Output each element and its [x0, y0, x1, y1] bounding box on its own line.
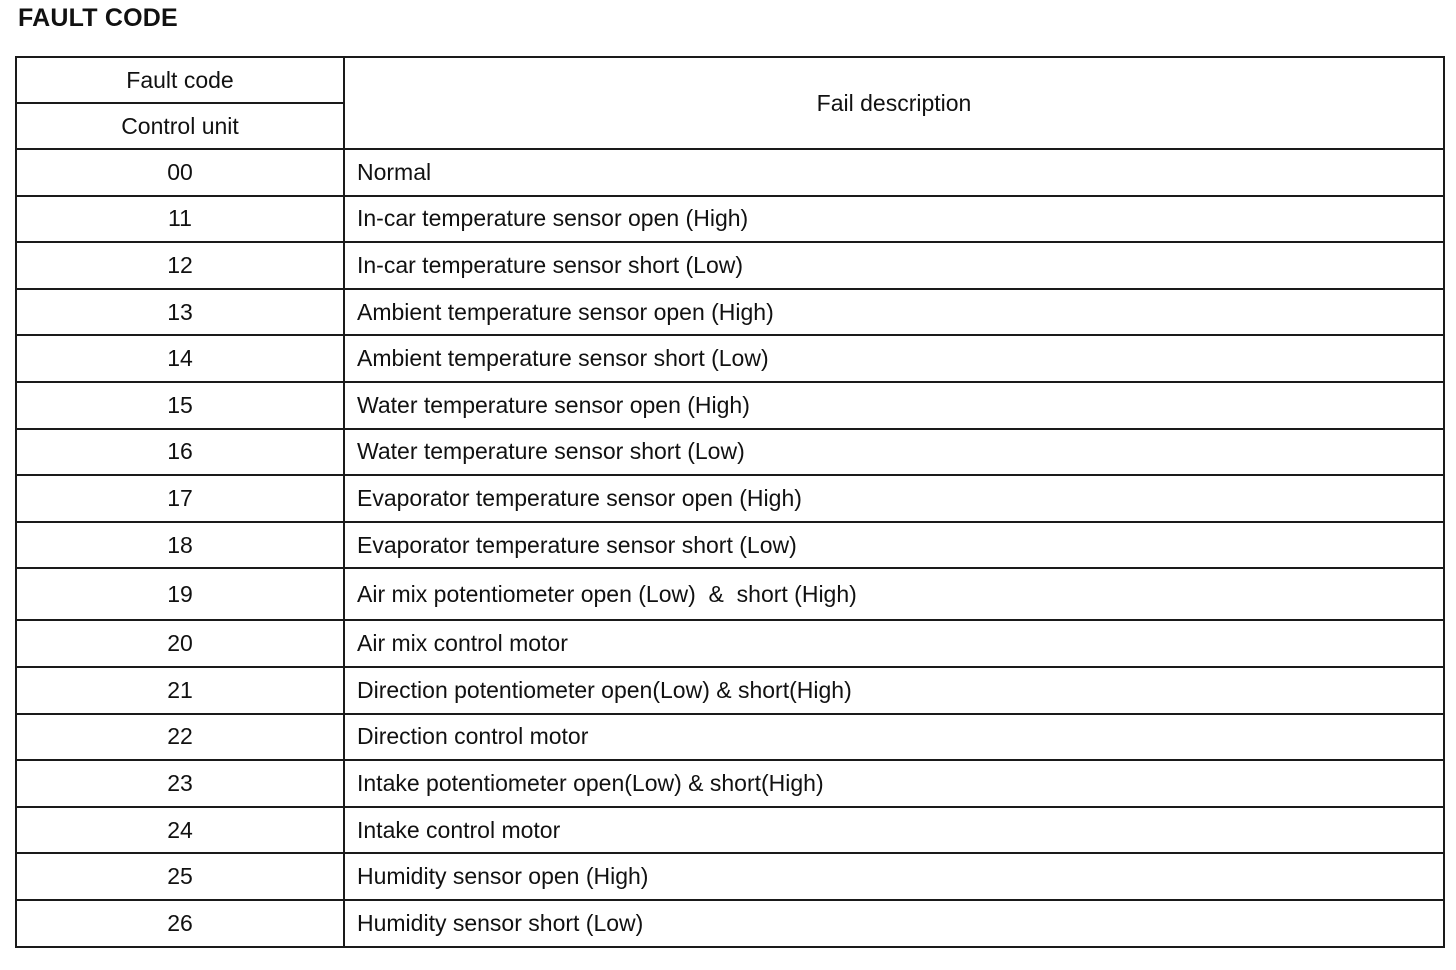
- table-row: [16, 853, 1444, 900]
- fail-description-cell: In-car temperature sensor open (High): [344, 196, 1444, 243]
- header-control-unit: Control unit: [16, 103, 344, 149]
- fault-code-cell: 11: [16, 196, 344, 243]
- table-row: [16, 620, 1444, 667]
- fault-code-cell: 20: [16, 620, 344, 667]
- fault-code-cell: 19: [16, 568, 344, 620]
- fault-code-cell: 15: [16, 382, 344, 429]
- fail-description-cell: Ambient temperature sensor short (Low): [344, 335, 1444, 382]
- fail-description-cell: Direction control motor: [344, 714, 1444, 761]
- fault-code-cell: 17: [16, 475, 344, 522]
- fault-code-cell: 14: [16, 335, 344, 382]
- fault-code-cell: 18: [16, 522, 344, 569]
- fail-description-cell: Intake potentiometer open(Low) & short(High): [344, 760, 1444, 807]
- table-row: [16, 429, 1444, 476]
- fail-description-cell: Water temperature sensor open (High): [344, 382, 1444, 429]
- table-row: [16, 760, 1444, 807]
- fault-code-cell: 23: [16, 760, 344, 807]
- fault-code-cell: 21: [16, 667, 344, 714]
- header-fail-description: Fail description: [344, 57, 1444, 149]
- table-row: [16, 289, 1444, 336]
- fail-description-cell: In-car temperature sensor short (Low): [344, 242, 1444, 289]
- fault-code-table: [15, 56, 1445, 948]
- fail-description-cell: Evaporator temperature sensor short (Low): [344, 522, 1444, 569]
- table-row: [16, 714, 1444, 761]
- fault-code-cell: 24: [16, 807, 344, 854]
- table-row: [16, 900, 1444, 947]
- fail-description-cell: Direction potentiometer open(Low) & short(High): [344, 667, 1444, 714]
- fail-description-cell: Water temperature sensor short (Low): [344, 429, 1444, 476]
- fault-code-cell: 12: [16, 242, 344, 289]
- fault-code-cell: 13: [16, 289, 344, 336]
- header-row-top: [16, 57, 1444, 103]
- fail-description-cell: Ambient temperature sensor open (High): [344, 289, 1444, 336]
- table-row: [16, 149, 1444, 196]
- table-row: [16, 475, 1444, 522]
- table-row: [16, 522, 1444, 569]
- fault-code-cell: 00: [16, 149, 344, 196]
- table-row: [16, 196, 1444, 243]
- table-row: [16, 568, 1444, 620]
- fail-description-cell: Evaporator temperature sensor open (High): [344, 475, 1444, 522]
- fail-description-cell: Air mix potentiometer open (Low) & short (High): [344, 568, 1444, 620]
- fault-code-cell: 26: [16, 900, 344, 947]
- fail-description-cell: Normal: [344, 149, 1444, 196]
- table-row: [16, 382, 1444, 429]
- table-row: [16, 807, 1444, 854]
- fail-description-cell: Air mix control motor: [344, 620, 1444, 667]
- page-title: FAULT CODE: [18, 4, 178, 32]
- table-row: [16, 242, 1444, 289]
- fault-code-cell: 16: [16, 429, 344, 476]
- fail-description-cell: Humidity sensor open (High): [344, 853, 1444, 900]
- fault-code-cell: 22: [16, 714, 344, 761]
- table-row: [16, 667, 1444, 714]
- fault-code-cell: 25: [16, 853, 344, 900]
- table-row: [16, 335, 1444, 382]
- fail-description-cell: Intake control motor: [344, 807, 1444, 854]
- fail-description-cell: Humidity sensor short (Low): [344, 900, 1444, 947]
- header-fault-code: Fault code: [16, 57, 344, 103]
